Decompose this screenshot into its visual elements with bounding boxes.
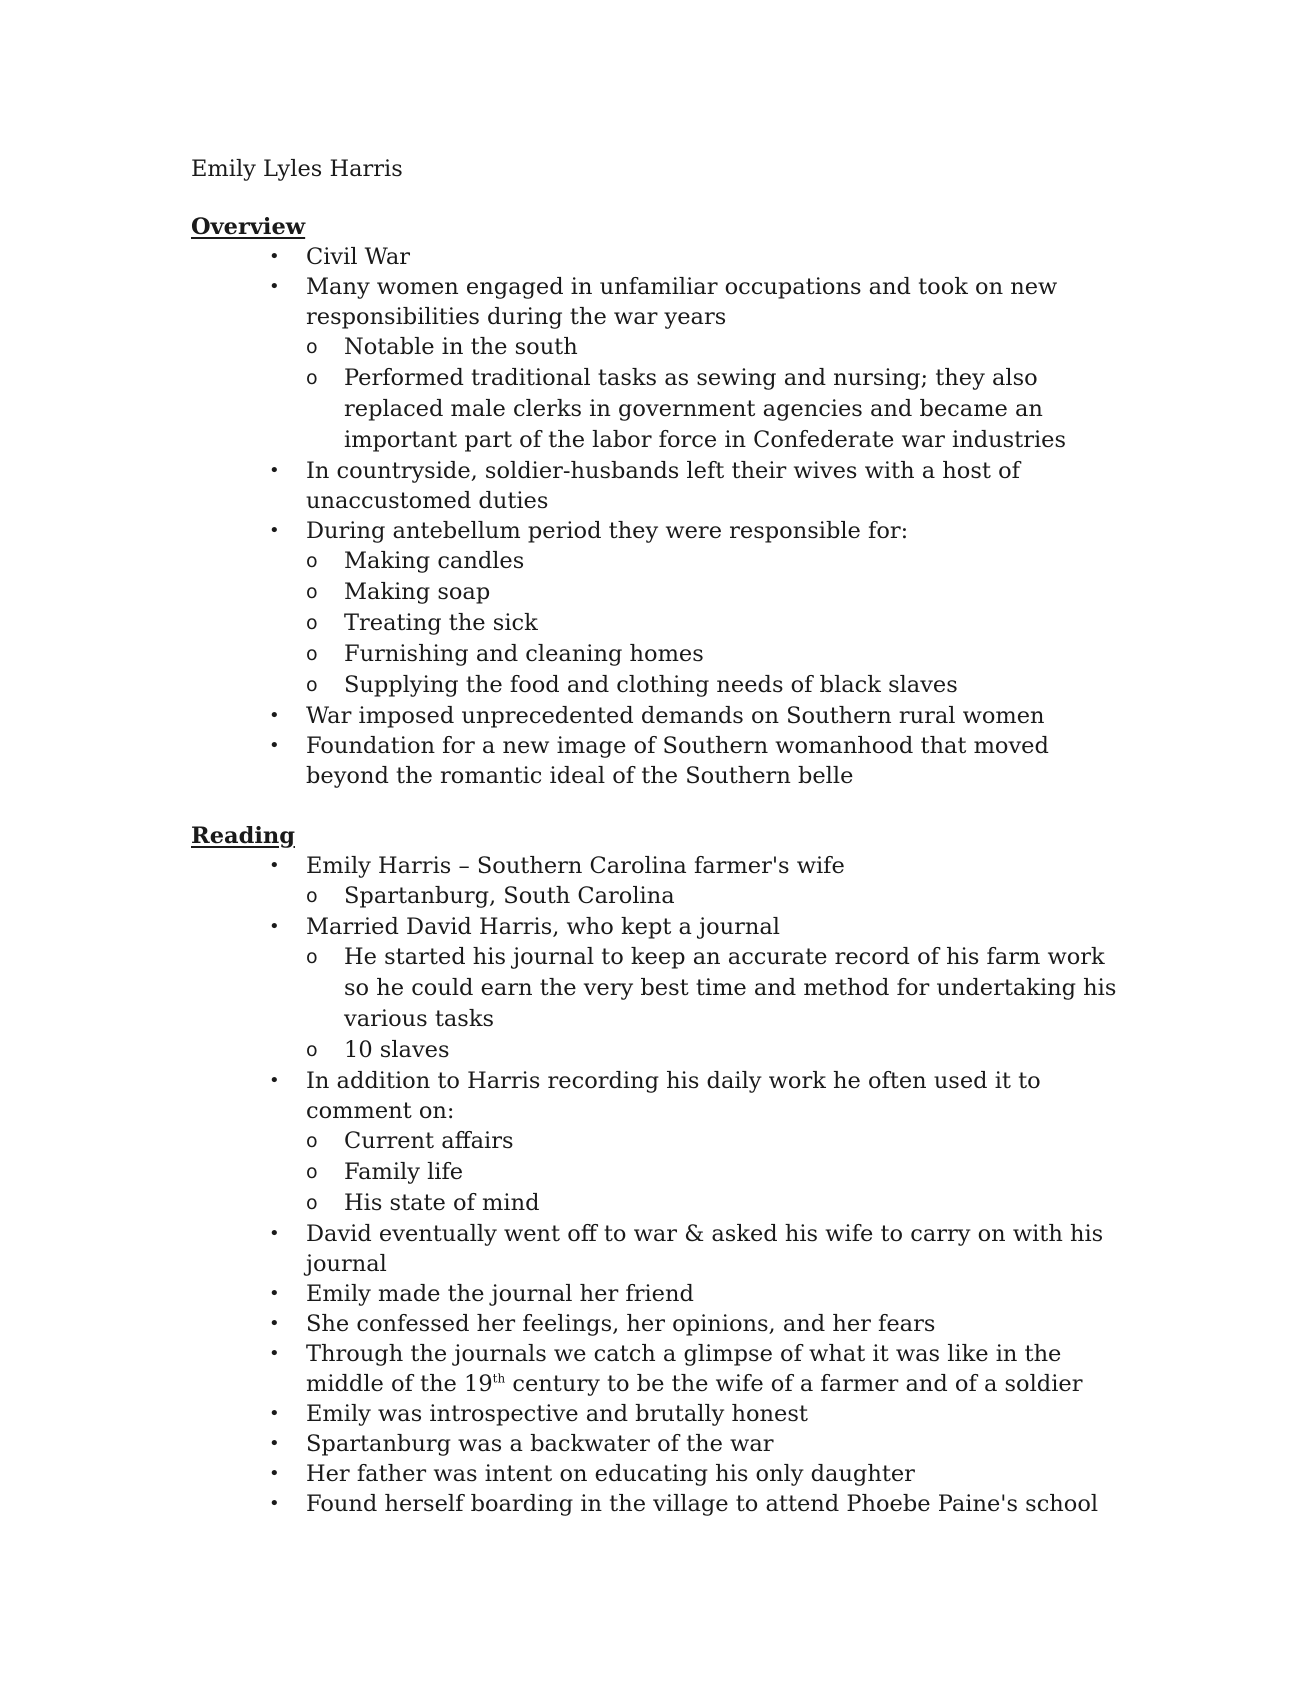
sub-bullet-text: Performed traditional tasks as sewing and nursing; they also replaced male clerks in government agencies and became an important part of the labor force in Confederate war industries	[344, 365, 1067, 453]
bullet-text: Married David Harris, who kept a journal	[306, 914, 780, 940]
bullet-marker: •	[269, 916, 280, 937]
bullet-marker: •	[269, 1313, 280, 1334]
sub-bullet-item	[306, 332, 1131, 363]
sub-bullet-marker: o	[306, 612, 318, 634]
document-page	[191, 150, 1131, 1519]
sub-bullet-text: Notable in the south	[344, 334, 578, 360]
bullet-marker: •	[269, 735, 280, 756]
bullet-marker: •	[269, 460, 280, 481]
sub-bullet-text: Spartanburg, South Carolina	[344, 883, 675, 909]
sub-bullet-marker: o	[306, 946, 318, 968]
sub-bullet-item	[306, 670, 1131, 701]
sub-bullet-text: Family life	[344, 1159, 464, 1185]
bullet-marker: •	[269, 1343, 280, 1364]
sub-bullet-text: 10 slaves	[344, 1037, 450, 1063]
bullet-marker: •	[269, 1433, 280, 1454]
reading-heading: Reading	[191, 823, 295, 849]
overview-list	[191, 242, 1131, 791]
bullet-marker: •	[269, 1283, 280, 1304]
bullet-item	[191, 1399, 1131, 1429]
sub-bullet-text: His state of mind	[344, 1190, 540, 1216]
sub-bullet-item	[306, 1188, 1131, 1219]
sub-bullet-marker: o	[306, 1039, 318, 1061]
bullet-text: She confessed her feelings, her opinions, and her fears	[306, 1311, 936, 1337]
reading-list	[191, 851, 1131, 1519]
bullet-item	[191, 1489, 1131, 1519]
sub-bullet-text: He started his journal to keep an accurate record of his farm work so he could earn the very best time and method for undertaking his various tasks	[344, 944, 1117, 1032]
bullet-item	[191, 516, 1131, 701]
bullet-item	[191, 1309, 1131, 1339]
bullet-text: Spartanburg was a backwater of the war	[306, 1431, 774, 1457]
bullet-text-continued: century to be the wife of a farmer and of a soldier	[505, 1371, 1083, 1397]
sub-bullet-item	[306, 546, 1131, 577]
bullet-marker: •	[269, 246, 280, 267]
document-title: Emily Lyles Harris	[191, 156, 403, 182]
bullet-text: Foundation for a new image of Southern womanhood that moved beyond the romantic ideal of the Southern belle	[306, 733, 1049, 789]
overview-heading: Overview	[191, 214, 306, 240]
bullet-item	[191, 701, 1131, 731]
bullet-marker: •	[269, 1403, 280, 1424]
sub-bullet-marker: o	[306, 1130, 318, 1152]
bullet-item	[191, 1066, 1131, 1219]
bullet-text: Civil War	[306, 244, 411, 270]
sub-bullet-item	[306, 363, 1131, 456]
bullet-item	[191, 1459, 1131, 1489]
sub-bullet-item	[306, 577, 1131, 608]
sub-list	[306, 1126, 1131, 1219]
sub-bullet-item	[306, 1157, 1131, 1188]
bullet-item	[191, 1219, 1131, 1279]
superscript: th	[492, 1371, 506, 1386]
bullet-marker: •	[269, 1223, 280, 1244]
bullet-item	[191, 242, 1131, 272]
sub-bullet-marker: o	[306, 336, 318, 358]
bullet-marker: •	[269, 276, 280, 297]
bullet-item	[191, 272, 1131, 456]
sub-bullet-marker: o	[306, 643, 318, 665]
bullet-text: Found herself boarding in the village to attend Phoebe Paine's school	[306, 1491, 1099, 1517]
sub-bullet-item	[306, 608, 1131, 639]
sub-bullet-item	[306, 639, 1131, 670]
bullet-text: Many women engaged in unfamiliar occupations and took on new responsibilities during the war years	[306, 274, 1058, 330]
bullet-item	[191, 912, 1131, 1066]
bullet-text: Emily was introspective and brutally honest	[306, 1401, 808, 1427]
sub-bullet-item	[306, 942, 1131, 1035]
sub-bullet-marker: o	[306, 550, 318, 572]
sub-bullet-item	[306, 1035, 1131, 1066]
bullet-text: Emily Harris – Southern Carolina farmer's wife	[306, 853, 845, 879]
sub-bullet-text: Making soap	[344, 579, 491, 605]
bullet-text: David eventually went off to war & asked his wife to carry on with his journal	[306, 1221, 1104, 1277]
sub-list	[306, 881, 1131, 912]
bullet-marker: •	[269, 855, 280, 876]
sub-bullet-text: Current affairs	[344, 1128, 514, 1154]
sub-bullet-marker: o	[306, 674, 318, 696]
bullet-item	[191, 456, 1131, 516]
bullet-item	[191, 1339, 1131, 1399]
bullet-marker: •	[269, 705, 280, 726]
bullet-text: In addition to Harris recording his daily work he often used it to comment on:	[306, 1068, 1041, 1124]
bullet-text: War imposed unprecedented demands on Southern rural women	[306, 703, 1045, 729]
bullet-text: In countryside, soldier-husbands left their wives with a host of unaccustomed duties	[306, 458, 1020, 514]
sub-list	[306, 942, 1131, 1066]
bullet-marker: •	[269, 1463, 280, 1484]
bullet-text: Her father was intent on educating his only daughter	[306, 1461, 915, 1487]
sub-bullet-item	[306, 881, 1131, 912]
sub-bullet-marker: o	[306, 367, 318, 389]
sub-bullet-text: Furnishing and cleaning homes	[344, 641, 704, 667]
bullet-text: Emily made the journal her friend	[306, 1281, 694, 1307]
sub-list	[306, 546, 1131, 701]
sub-bullet-marker: o	[306, 885, 318, 907]
sub-bullet-text: Treating the sick	[344, 610, 538, 636]
sub-list	[306, 332, 1131, 456]
bullet-item	[191, 731, 1131, 791]
sub-bullet-item	[306, 1126, 1131, 1157]
sub-bullet-text: Making candles	[344, 548, 525, 574]
bullet-item	[191, 851, 1131, 912]
bullet-marker: •	[269, 520, 280, 541]
bullet-text: During antebellum period they were responsible for:	[306, 518, 909, 544]
sub-bullet-marker: o	[306, 1161, 318, 1183]
bullet-item	[191, 1429, 1131, 1459]
bullet-marker: •	[269, 1070, 280, 1091]
sub-bullet-text: Supplying the food and clothing needs of black slaves	[344, 672, 958, 698]
sub-bullet-marker: o	[306, 1192, 318, 1214]
sub-bullet-marker: o	[306, 581, 318, 603]
bullet-text: Through the journals we catch a glimpse of what it was like in the middle of the 19	[306, 1341, 1062, 1397]
bullet-item	[191, 1279, 1131, 1309]
bullet-marker: •	[269, 1493, 280, 1514]
